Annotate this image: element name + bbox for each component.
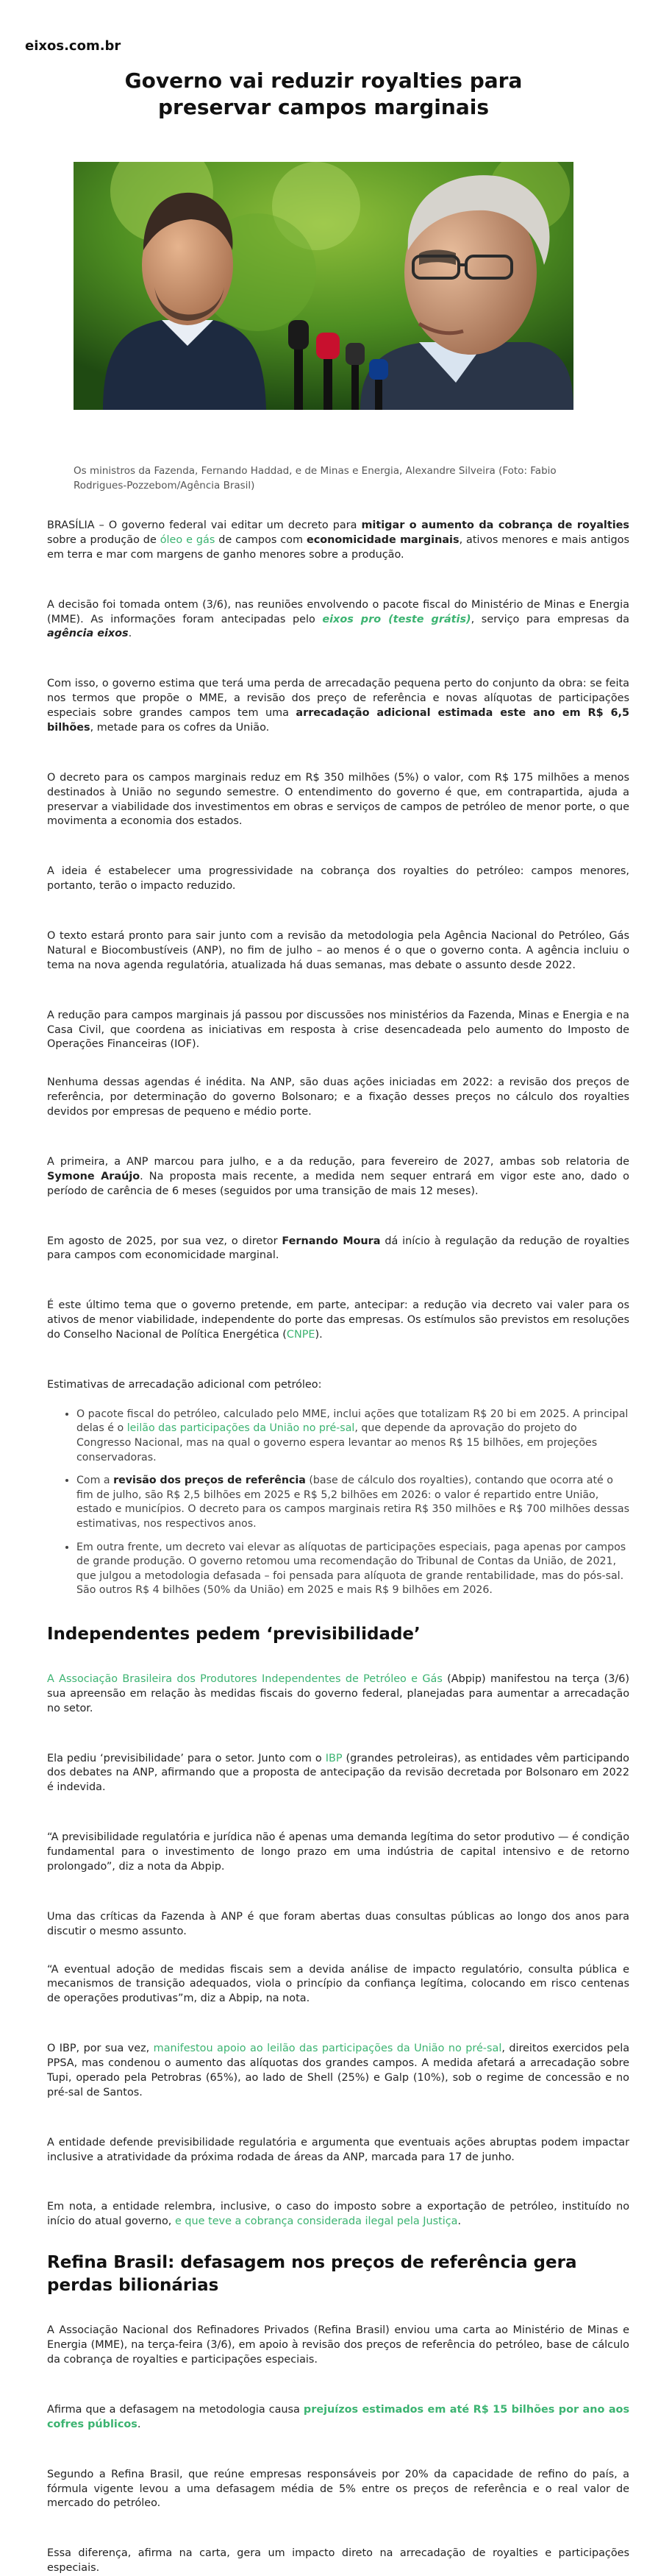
abpip-link[interactable]: A Associação Brasileira dos Produtores Independentes de Petróleo e Gás <box>47 1672 443 1685</box>
paragraph: Uma das críticas da Fazenda à ANP é que foram abertas duas consultas públicas ao longo dos anos para discutir o mesmo assunto. <box>47 1910 629 1937</box>
paragraph: A Associação Nacional dos Refinadores Privados (Refina Brasil) enviou uma carta ao Ministério de Minas e Energia (MME), na terça-feira (3/6), em apoio à revisão dos preços de referência do petróleo, base de cálculo da cobrança de royalties e participações especiais. <box>47 2324 629 2366</box>
cnpe-link[interactable]: CNPE <box>286 1329 315 1341</box>
eixos-pro-link[interactable]: eixos pro (teste grátis) <box>322 613 471 625</box>
list-item: • Em outra frente, um decreto vai elevar as alíquotas de participações especiais, paga apenas por campos de grande produção. O governo retomou uma recomendação do Tribunal de Contas da União, de 2021, que julgou a metodologia defasada – foi pensada para alíquota de grande rentabilidade, mas do pós-sal. São outros R$ 4 bilhões (50% da União) em 2025 e mais R$ 9 bilhões em 2026. <box>76 1541 629 1598</box>
article-body <box>47 519 629 2576</box>
cobranca-ilegal-link[interactable]: e que teve a cobrança considerada ilegal pela Justiça <box>174 2215 458 2228</box>
ibp-link[interactable]: IBP <box>325 1752 343 1764</box>
paragraph: A decisão foi tomada ontem (3/6), nas reuniões envolvendo o pacote fiscal do Ministério de Minas e Energia (MME). As informações foram antecipadas pelo eixos pro (teste grátis), serviço para empresas da agência eixos. <box>47 598 629 640</box>
paragraph: A entidade defende previsibilidade regulatória e argumenta que eventuais ações abruptas podem impactar inclusive a atratividade da próxima rodada de áreas da ANP, marcada para 17 de junho. <box>47 2136 629 2163</box>
photo-caption: Os ministros da Fazenda, Fernando Haddad, e de Minas e Energia, Alexandre Silveira (Foto: Fabio Rodrigues-Pozzebom/Agência Brasil) <box>74 465 557 492</box>
article-headline: Governo vai reduzir royalties para preservar campos marginais <box>124 68 523 120</box>
paragraph: “A eventual adoção de medidas fiscais sem a devida análise de impacto regulatório, consulta pública e mecanismos de transição adequados, viola o princípio da confiança legítima, colocando em risco centenas de operações produtivas”m, diz a Abpip, na nota. <box>47 1963 629 2005</box>
section-heading: Independentes pedem ‘previsibilidade’ <box>47 1624 421 1644</box>
paragraph: Afirma que a defasagem na metodologia causa prejuízos estimados em até R$ 15 bilhões por ano aos cofres públicos. <box>47 2403 630 2430</box>
paragraph: A redução para campos marginais já passou por discussões nos ministérios da Fazenda, Minas e Energia e na Casa Civil, que coordena as iniciativas em resposta à crise desencadeada pelo aumento do Imposto de Operações Financeiras (IOF). <box>47 1009 629 1051</box>
leilao-pre-sal-link[interactable]: leilão das participações da União no pré-sal <box>126 1422 355 1435</box>
paragraph: Essa diferença, afirma na carta, gera um impacto direto na arrecadação de royalties e participações especiais. <box>47 2547 629 2575</box>
site-name[interactable]: eixos.com.br <box>25 38 121 54</box>
paragraph: Nenhuma dessas agendas é inédita. Na ANP, são duas ações iniciadas em 2022: a revisão dos preços de referência, por determinação do governo Bolsonaro; e a fixação desses preços no cálculo dos royalties devidos por empresas de pequeno e médio porte. <box>47 1076 629 1118</box>
paragraph: Ela pediu ‘previsibilidade’ para o setor. Junto com o IBP (grandes petroleiras), as entidades vêm participando dos debates na ANP, afirmando que a proposta de antecipação da revisão decretada por Bolsonaro em 2022 é indevida. <box>47 1752 629 1794</box>
paragraph: O decreto para os campos marginais reduz em R$ 350 milhões (5%) o valor, com R$ 175 milhões a menos destinados à União no segundo semestre. O entendimento do governo é que, em contrapartida, ajuda a preservar a viabilidade dos investimentos em obras e serviços de campos de petróleo de menor porte, o que movimenta a economia dos estados. <box>47 771 629 828</box>
paragraph: A Associação Brasileira dos Produtores Independentes de Petróleo e Gás (Abpip) manifestou na terça (3/6) sua apreensão em relação às medidas fiscais do governo federal, planejadas para aumentar a arrecadação no setor. <box>47 1672 629 1714</box>
paragraph: É este último tema que o governo pretende, em parte, antecipar: a redução via decreto vai valer para os ativos de menor viabilidade, independente do porte das empresas. Os estímulos são previstos em resoluções do Conselho Nacional de Política Energética (CNPE). <box>47 1299 629 1341</box>
paragraph: BRASÍLIA – O governo federal vai editar um decreto para mitigar o aumento da cobrança de royalties sobre a produção de óleo e gás de campos com economicidade marginais, ativos menores e mais antigos em terra e mar com margens de ganho menores sobre a produção. <box>47 519 629 561</box>
prejuizos-link[interactable]: prejuízos estimados em até R$ 15 bilhões por ano aos cofres públicos <box>47 2403 630 2430</box>
paragraph: Em agosto de 2025, por sua vez, o diretor Fernando Moura dá início à regulação da redução de royalties para campos com economicidade marginal. <box>47 1235 629 1262</box>
ibp-apoio-leilao-link[interactable]: manifestou apoio ao leilão das participações da União no pré-sal <box>153 2043 502 2055</box>
paragraph: “A previsibilidade regulatória e jurídica não é apenas uma demanda legítima do setor produtivo — é condição fundamental para o investimento de longo prazo em uma indústria de capital intensivo e de retorno prolongado”, diz a nota da Abpip. <box>47 1831 629 1873</box>
paragraph: O texto estará pronto para sair junto com a revisão da metodologia pela Agência Nacional do Petróleo, Gás Natural e Biocombustíveis (ANP), no fim de julho – ao menos é o que o governo conta. A agência incluiu o tema na nova agenda regulatória, atualizada há duas semanas, mas debate o assunto desde 2022. <box>47 930 629 971</box>
paragraph: Com isso, o governo estima que terá uma perda de arrecadação pequena perto do conjunto da obra: se feita nos termos que propõe o MME, a revisão dos preço de referência e novas alíquotas de participações especiais sobre grandes campos tem uma arrecadação adicional estimada este ano em R$ 6,5 bilhões, metade para os cofres da União. <box>47 678 629 734</box>
paragraph: Em nota, a entidade relembra, inclusive, o caso do imposto sobre a exportação de petróleo, instituído no início do atual governo, e que teve a cobrança considerada ilegal pela Justiça. <box>47 2201 629 2228</box>
list-item: • O pacote fiscal do petróleo, calculado pelo MME, inclui ações que totalizam R$ 20 bi em 2025. A principal delas é o leilão das participações da União no pré-sal, que depende da aprovação do projeto do Congresso Nacional, mas na qual o governo espera levantar ao menos R$ 15 bilhões, em projeções conservadoras. <box>76 1408 629 1465</box>
estimates-list <box>47 1408 629 1598</box>
article-photo <box>74 162 573 410</box>
paragraph: Segundo a Refina Brasil, que reúne empresas responsáveis por 20% da capacidade de refino do país, a fórmula vigente levou a uma defasagem média de 5% entre os preços de referência e o real valor de mercado do petróleo. <box>47 2468 629 2510</box>
paragraph: A ideia é estabelecer uma progressividade na cobrança dos royalties do petróleo: campos menores, portanto, terão o impacto reduzido. <box>47 865 629 893</box>
paragraph: O IBP, por sua vez, manifestou apoio ao leilão das participações da União no pré-sal, direitos exercidos pela PPSA, mas condenou o aumento das alíquotas dos grandes campos. A medida afetará a arrecadação sobre Tupi, operado pela Petrobras (65%), ao lado de Shell (25%) e Galp (10%), sob o regime de concessão e no pré-sal de Santos. <box>47 2043 630 2098</box>
oleo-e-gas-link[interactable]: óleo e gás <box>160 533 215 546</box>
paragraph: A primeira, a ANP marcou para julho, e a da redução, para fevereiro de 2027, ambas sob relatoria de Symone Araújo. Na proposta mais recente, a medida nem sequer entrará em vigor este ano, dado o período de carência de 6 meses (seguidos por uma transição de mais 12 meses). <box>47 1155 629 1197</box>
paragraph: Estimativas de arrecadação adicional com petróleo: <box>47 1378 322 1391</box>
section-heading: Refina Brasil: defasagem nos preços de referência gera perdas bilionárias <box>47 2253 577 2296</box>
list-item: • Com a revisão dos preços de referência (base de cálculo dos royalties), contando que ocorra até o fim de julho, são R$ 2,5 bilhões em 2025 e R$ 5,2 bilhões em 2026: o valor é repartido entre União, estado e municípios. O decreto para os campos marginais retira R$ 350 milhões e R$ 700 milhões dessas estimativas, nos respectivos anos. <box>76 1474 629 1531</box>
ministers-photo-image <box>74 162 573 410</box>
